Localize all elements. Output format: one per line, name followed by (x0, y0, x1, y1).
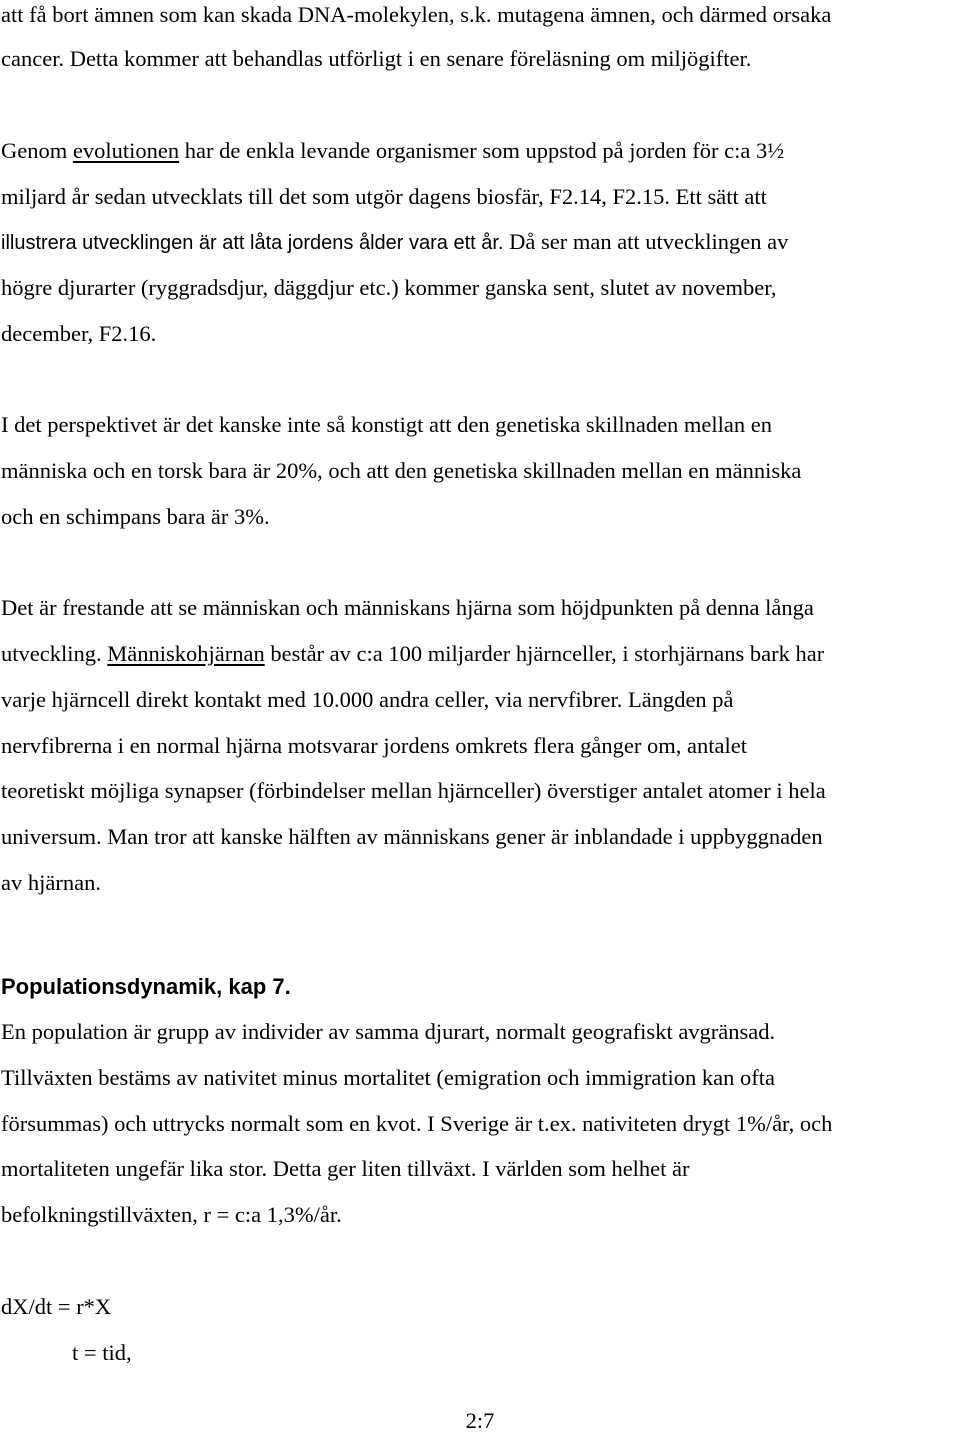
paragraph-5-line-1: En population är grupp av individer av samma djurart, normalt geografiskt avgränsad. (1, 1019, 776, 1044)
paragraph-5-line-2: Tillväxten bestäms av nativitet minus mortalitet (emigration och immigration kan ofta (1, 1065, 776, 1090)
paragraph-3-line-3: och en schimpans bara är 3%. (1, 504, 270, 529)
text: Ett sätt att (670, 184, 767, 209)
paragraph-2-line-3 (1, 227, 788, 258)
formula-line: dX/dt = r*X (1, 1294, 112, 1319)
human-brain-link[interactable]: Människohjärnan (107, 641, 265, 666)
text: Då ser man att utvecklingen av (503, 229, 789, 254)
paragraph-5-line-5: befolkningstillväxten, r = c:a 1,3%/år. (1, 1202, 342, 1227)
paragraph-4-line-7: av hjärnan. (1, 870, 101, 895)
section-heading: Populationsdynamik, kap 7. (1, 974, 291, 999)
paragraph-2-line-1 (1, 136, 784, 166)
paragraph-5-line-3: försummas) och uttrycks normalt som en kvot. I Sverige är t.ex. nativiteten drygt 1%/år, och (1, 1111, 833, 1136)
text: miljard år sedan utvecklats till det som utgör dagens biosfär, F2.14, F2.15. (1, 184, 670, 209)
text: varje hjärncell direkt kontakt med 10.000 andra celler, via nervfibrer. (1, 687, 623, 712)
paragraph-4-line-3 (1, 685, 734, 715)
text: Genom (1, 138, 73, 163)
text: består av c:a 100 miljarder hjärnceller, i storhjärnans bark har (264, 641, 825, 666)
paragraph-4-line-5: teoretiskt möjliga synapser (förbindelser mellan hjärnceller) överstiger antalet atomer i hela (1, 778, 826, 803)
paragraph-4-line-6: universum. Man tror att kanske hälften av människans gener är inblandade i uppbyggnaden (1, 824, 823, 849)
formula-definition: t = tid, (72, 1340, 132, 1365)
paragraph-3-line-2: människa och en torsk bara är 20%, och att den genetiska skillnaden mellan en människa (1, 458, 802, 483)
paragraph-4-line-2 (1, 639, 824, 669)
paragraph-1-line-1: att få bort ämnen som kan skada DNA-molekylen, s.k. mutagena ämnen, och därmed orsaka (1, 2, 832, 27)
paragraph-4-line-1: Det är frestande att se människan och människans hjärna som höjdpunkten på denna långa (1, 595, 814, 620)
paragraph-2-line-5: december, F2.16. (1, 321, 157, 346)
paragraph-1-line-2: cancer. Detta kommer att behandlas utförligt i en senare föreläsning om miljögifter. (1, 46, 752, 71)
paragraph-2-line-2 (1, 182, 767, 212)
paragraph-4-line-4: nervfibrerna i en normal hjärna motsvarar jordens omkrets flera gånger om, antalet (1, 733, 747, 758)
text: Längden på (622, 687, 734, 712)
text: illustrera utvecklingen är att låta jordens ålder vara ett år. (1, 232, 504, 254)
page-number: 2:7 (465, 1408, 495, 1433)
evolution-link[interactable]: evolutionen (72, 138, 180, 163)
paragraph-3-line-1: I det perspektivet är det kanske inte så konstigt att den genetiska skillnaden mellan en (1, 412, 773, 437)
text: utveckling. (1, 641, 108, 666)
text: har de enkla levande organismer som uppstod på jorden för c:a 3½ (179, 138, 785, 163)
paragraph-5-line-4: mortaliteten ungefär lika stor. Detta ger liten tillväxt. I världen som helhet är (1, 1156, 690, 1181)
paragraph-2-line-4: högre djurarter (ryggradsdjur, däggdjur etc.) kommer ganska sent, slutet av november, (1, 275, 777, 300)
